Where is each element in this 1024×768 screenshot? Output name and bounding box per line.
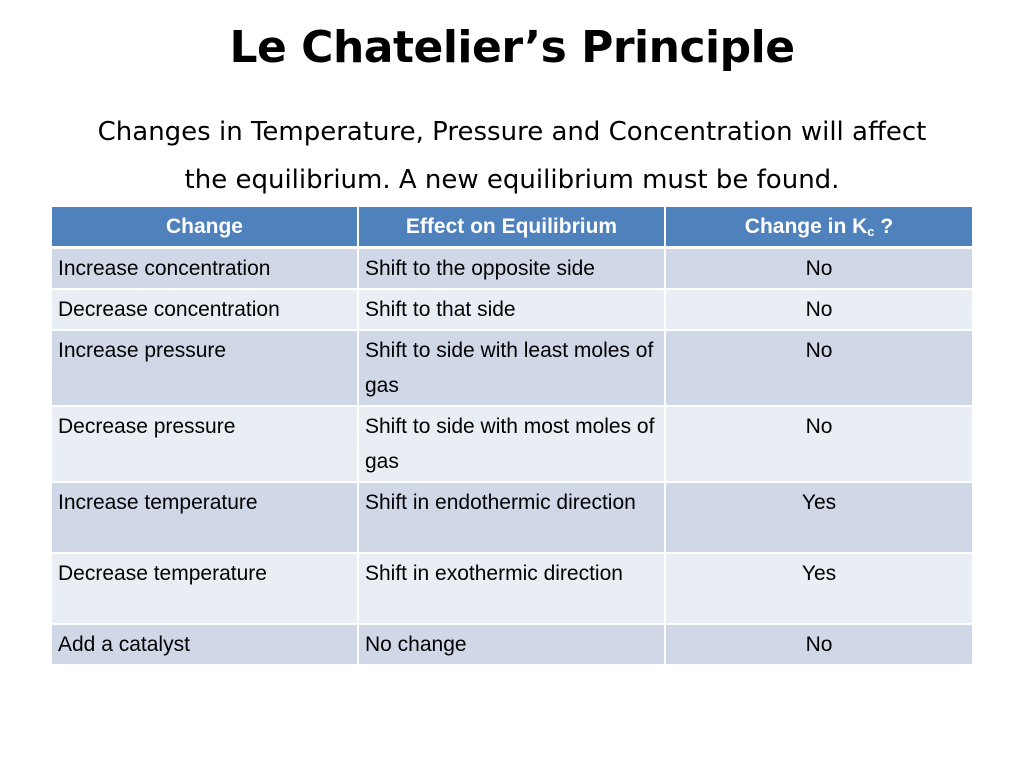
cell-kc: No <box>665 248 973 290</box>
principle-table-container <box>50 205 972 666</box>
header-kc <box>665 206 973 248</box>
header-kc-prefix: Change in K <box>744 215 868 238</box>
cell-effect: No change <box>358 624 665 665</box>
table-row <box>51 553 973 624</box>
cell-kc: No <box>665 624 973 665</box>
subtitle-line-2: the equilibrium. A new equilibrium must be found. <box>184 165 840 195</box>
table-row <box>51 624 973 665</box>
header-kc-subscript: c <box>867 224 875 239</box>
header-kc-suffix: ? <box>874 215 894 238</box>
cell-effect: Shift in endothermic direction <box>358 482 665 553</box>
principle-table <box>50 205 974 666</box>
cell-effect: Shift to the opposite side <box>358 248 665 290</box>
cell-effect: Shift to side with most moles of gas <box>358 406 665 482</box>
header-change: Change <box>51 206 358 248</box>
table-row <box>51 248 973 290</box>
cell-change: Increase pressure <box>51 330 358 406</box>
table-row <box>51 406 973 482</box>
cell-kc: Yes <box>665 482 973 553</box>
header-effect: Effect on Equilibrium <box>358 206 665 248</box>
cell-change: Increase temperature <box>51 482 358 553</box>
cell-change: Decrease temperature <box>51 553 358 624</box>
cell-effect: Shift in exothermic direction <box>358 553 665 624</box>
table-row <box>51 289 973 330</box>
cell-kc: No <box>665 330 973 406</box>
table-header-row <box>51 206 973 248</box>
cell-change: Increase concentration <box>51 248 358 290</box>
subtitle-line-1: Changes in Temperature, Pressure and Concentration will affect <box>97 117 927 147</box>
cell-change: Add a catalyst <box>51 624 358 665</box>
cell-change: Decrease pressure <box>51 406 358 482</box>
slide-subtitle <box>40 108 984 204</box>
slide-title: Le Chatelier’s Principle <box>229 22 795 73</box>
cell-effect: Shift to side with least moles of gas <box>358 330 665 406</box>
cell-effect: Shift to that side <box>358 289 665 330</box>
cell-kc: Yes <box>665 553 973 624</box>
table-row <box>51 482 973 553</box>
cell-kc: No <box>665 406 973 482</box>
cell-change: Decrease concentration <box>51 289 358 330</box>
table-row <box>51 330 973 406</box>
cell-kc: No <box>665 289 973 330</box>
